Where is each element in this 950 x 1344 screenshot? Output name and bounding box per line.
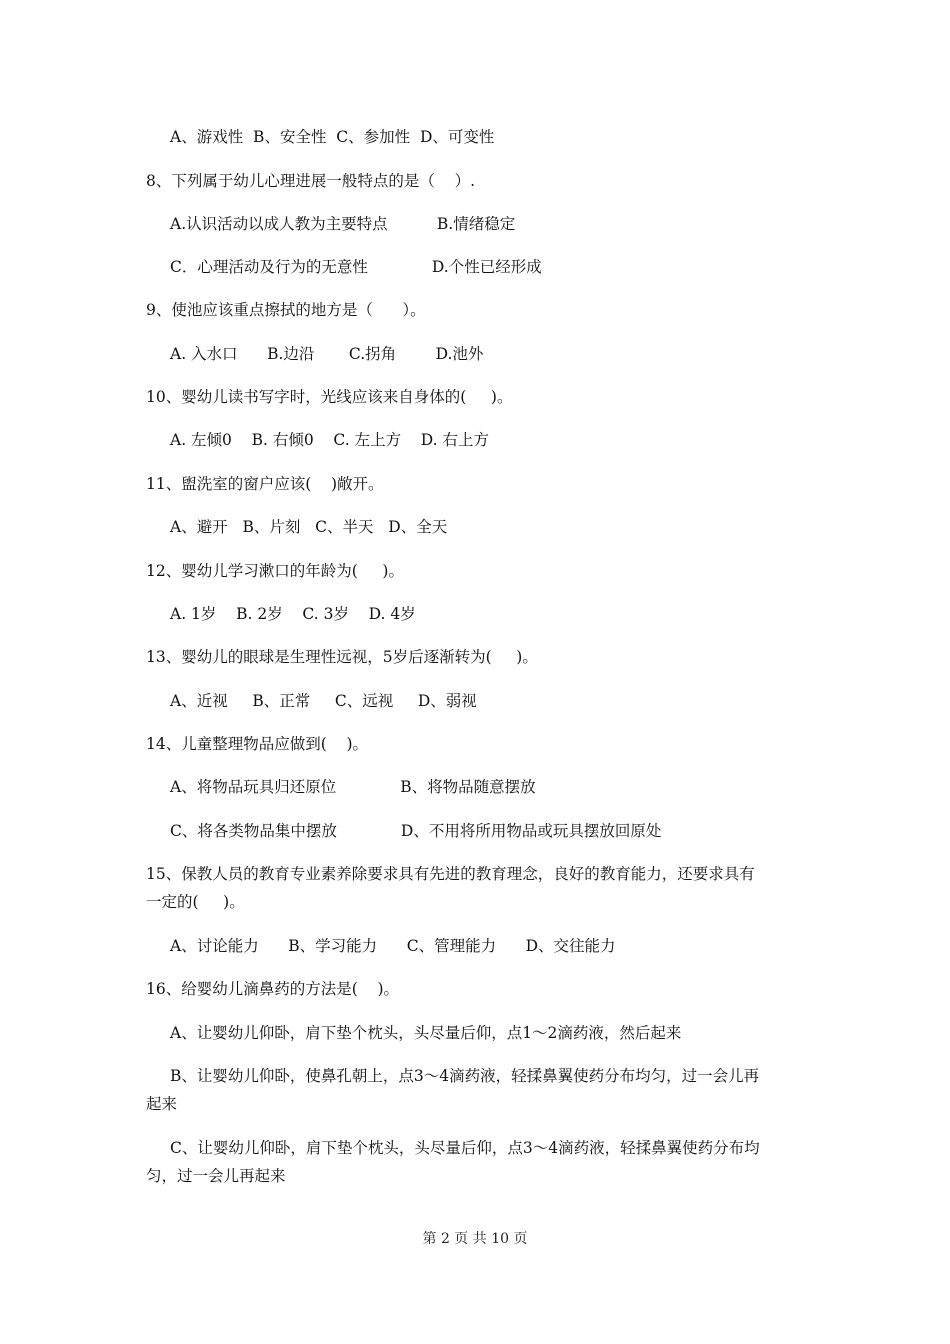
option-line-15: A、讨论能力 B、学习能力 C、管理能力 D、交往能力 bbox=[170, 937, 616, 955]
question-11: 11、盥洗室的窗户应该( )敞开。 bbox=[146, 475, 384, 493]
question-15: 15、保教人员的教育专业素养除要求具有先进的教育理念，良好的教育能力，还要求具有 bbox=[146, 865, 755, 883]
option-line-8b: C．心理活动及行为的无意性 D.个性已经形成 bbox=[170, 258, 542, 276]
option-line-7: A、游戏性 B、安全性 C、参加性 D、可变性 bbox=[170, 128, 495, 146]
question-8: 8、下列属于幼儿心理进展一般特点的是（ ）. bbox=[146, 172, 475, 190]
option-line-13: A、近视 B、正常 C、远视 D、弱视 bbox=[170, 692, 477, 710]
option-line-10: A. 左倾0 B. 右倾0 C. 左上方 D. 右上方 bbox=[170, 431, 490, 449]
question-10: 10、婴幼儿读书写字时，光线应该来自身体的( )。 bbox=[146, 388, 513, 406]
option-line-9: A. 入水口 B.边沿 C.拐角 D.池外 bbox=[170, 345, 484, 363]
option-line-16c: C、让婴幼儿仰卧，肩下垫个枕头，头尽量后仰，点3～4滴药液，轻揉鼻翼使药分布均 bbox=[170, 1139, 760, 1157]
option-line-8a: A.认识活动以成人教为主要特点 B.情绪稳定 bbox=[170, 215, 516, 233]
option-line-14b: C、将各类物品集中摆放 D、不用将所用物品或玩具摆放回原处 bbox=[170, 822, 662, 840]
option-line-16b: B、让婴幼儿仰卧，使鼻孔朝上，点3～4滴药液，轻揉鼻翼使药分布均匀，过一会儿再 bbox=[170, 1067, 760, 1085]
option-line-16c-cont: 匀，过一会儿再起来 bbox=[146, 1167, 286, 1185]
option-line-14a: A、将物品玩具归还原位 B、将物品随意摆放 bbox=[170, 778, 536, 796]
option-line-16a: A、让婴幼儿仰卧，肩下垫个枕头，头尽量后仰，点1～2滴药液，然后起来 bbox=[170, 1024, 682, 1042]
question-12: 12、婴幼儿学习漱口的年龄为( )。 bbox=[146, 562, 404, 580]
page-footer: 第 2 页 共 10 页 bbox=[422, 1231, 528, 1247]
question-9: 9、使池应该重点擦拭的地方是（ ）。 bbox=[146, 301, 426, 319]
question-13: 13、婴幼儿的眼球是生理性远视，5岁后逐渐转为( )。 bbox=[146, 648, 538, 666]
question-16: 16、给婴幼儿滴鼻药的方法是( )。 bbox=[146, 980, 400, 998]
question-15-cont: 一定的( )。 bbox=[146, 893, 245, 911]
option-line-12: A. 1岁 B. 2岁 C. 3岁 D. 4岁 bbox=[170, 605, 416, 623]
option-line-16b-cont: 起来 bbox=[146, 1095, 178, 1113]
option-line-11: A、避开 B、片刻 C、半天 D、全天 bbox=[170, 518, 448, 536]
question-14: 14、儿童整理物品应做到( )。 bbox=[146, 735, 369, 753]
